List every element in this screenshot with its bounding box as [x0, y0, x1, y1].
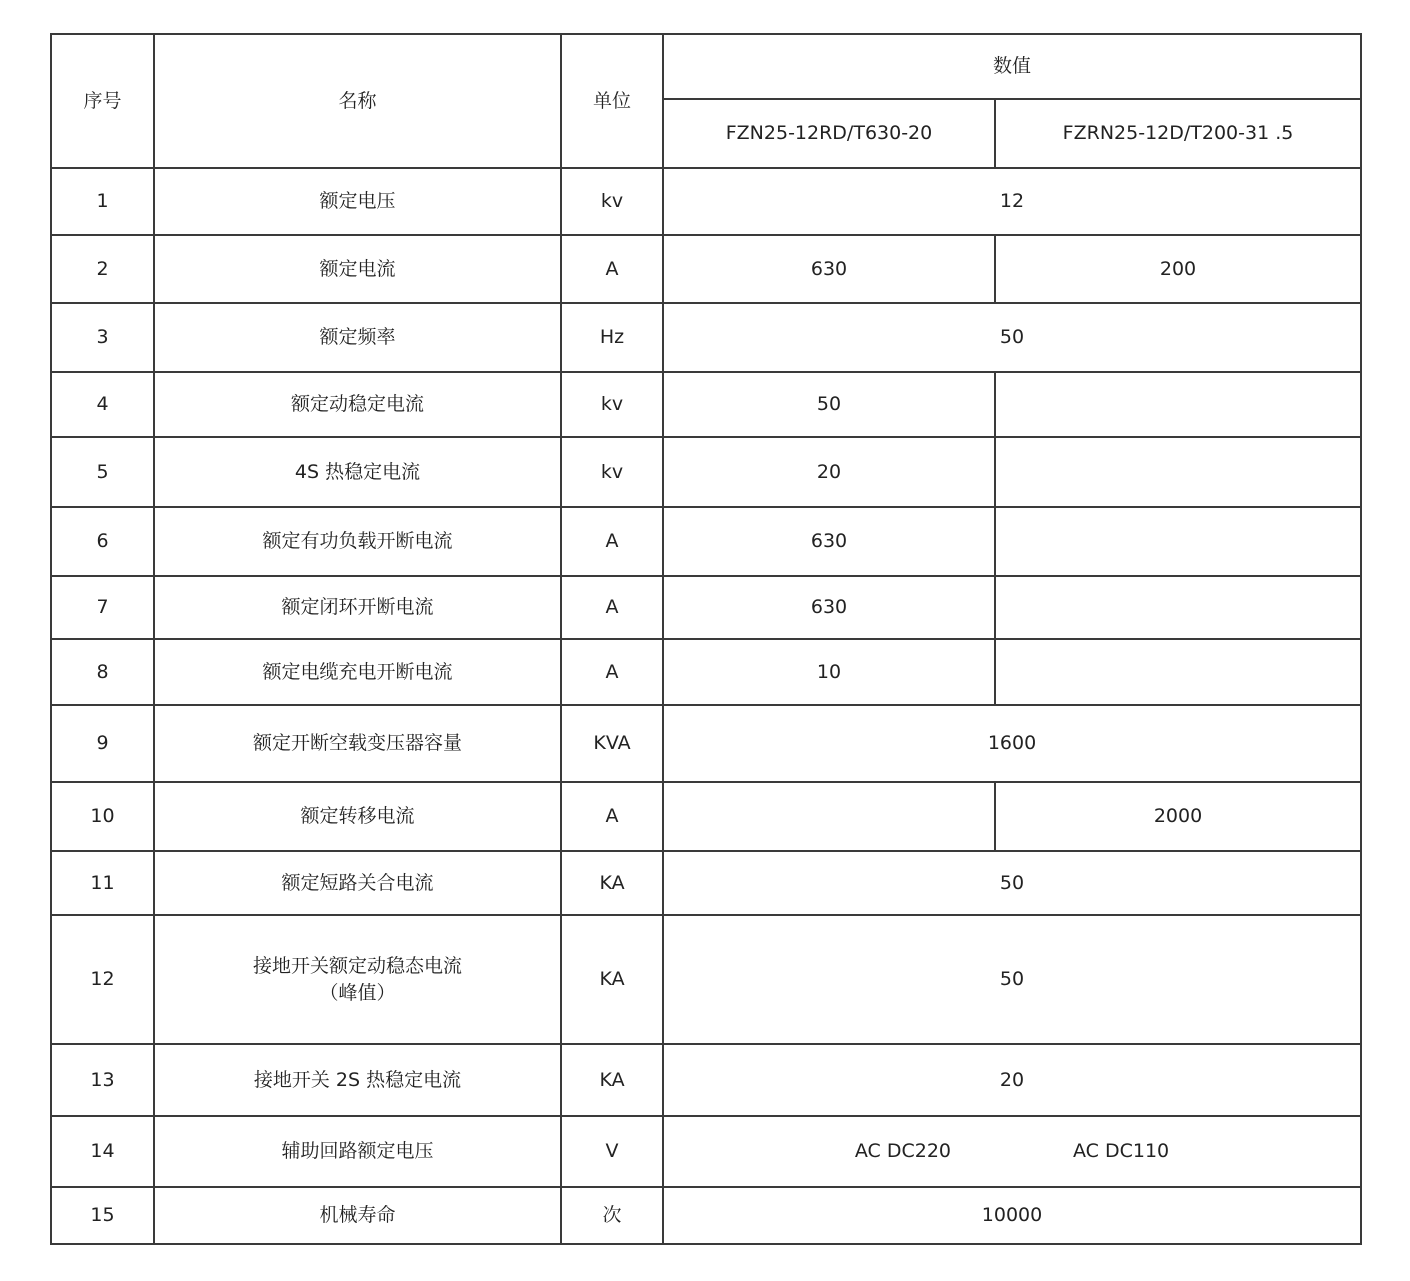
row-index: 10	[51, 782, 154, 851]
row-value: 20	[663, 1044, 1361, 1116]
row-unit: KA	[561, 915, 663, 1044]
row-value: 10000	[663, 1187, 1361, 1244]
row-unit: kv	[561, 168, 663, 235]
row-value-a: 50	[663, 372, 995, 437]
row-name: 额定电流	[154, 235, 561, 303]
row-value: 50	[663, 303, 1361, 372]
header-name: 名称	[154, 34, 561, 168]
header-model-b: FZRN25-12D/T200-31 .5	[995, 99, 1361, 168]
row-index: 9	[51, 705, 154, 782]
row-index: 8	[51, 639, 154, 705]
row-value-a: AC DC220	[854, 1140, 951, 1162]
table-row	[51, 782, 1361, 851]
table-row	[51, 1187, 1361, 1244]
row-index: 2	[51, 235, 154, 303]
row-value-a: 630	[663, 507, 995, 576]
row-name: 额定转移电流	[154, 782, 561, 851]
row-unit: A	[561, 576, 663, 639]
row-value: 12	[663, 168, 1361, 235]
row-index: 1	[51, 168, 154, 235]
row-unit: V	[561, 1116, 663, 1187]
row-unit: KA	[561, 1044, 663, 1116]
table-row	[51, 1116, 1361, 1187]
table-row	[51, 168, 1361, 235]
table-row	[51, 851, 1361, 915]
row-unit: A	[561, 639, 663, 705]
table-row	[51, 915, 1361, 1044]
row-index: 13	[51, 1044, 154, 1116]
row-name: 额定有功负载开断电流	[154, 507, 561, 576]
row-name: 额定电压	[154, 168, 561, 235]
row-unit: A	[561, 782, 663, 851]
row-index: 15	[51, 1187, 154, 1244]
row-value: 50	[663, 915, 1361, 1044]
row-index: 7	[51, 576, 154, 639]
row-unit: kv	[561, 437, 663, 507]
row-value: 50	[663, 851, 1361, 915]
row-value-b	[995, 576, 1361, 639]
row-value-b	[995, 437, 1361, 507]
row-name: 接地开关额定动稳态电流	[252, 954, 462, 977]
spec-table	[50, 33, 1362, 1245]
row-value-b: 200	[995, 235, 1361, 303]
row-name: 4S 热稳定电流	[154, 437, 561, 507]
table-row	[51, 576, 1361, 639]
row-name: 辅助回路额定电压	[154, 1116, 561, 1187]
row-value-a: 630	[663, 235, 995, 303]
row-index: 5	[51, 437, 154, 507]
row-name: 机械寿命	[154, 1187, 561, 1244]
row-value-b: 2000	[995, 782, 1361, 851]
row-value-b	[995, 639, 1361, 705]
row-value-b	[995, 372, 1361, 437]
row-value: 1600	[663, 705, 1361, 782]
row-value-a	[663, 782, 995, 851]
row-value-a: 10	[663, 639, 995, 705]
row-name: 额定闭环开断电流	[154, 576, 561, 639]
row-index: 3	[51, 303, 154, 372]
row-index: 14	[51, 1116, 154, 1187]
row-unit: kv	[561, 372, 663, 437]
row-unit: 次	[561, 1187, 663, 1244]
header-model-a: FZN25-12RD/T630-20	[663, 99, 995, 168]
row-name: 额定频率	[154, 303, 561, 372]
row-name: 额定电缆充电开断电流	[154, 639, 561, 705]
table-row	[51, 437, 1361, 507]
table-row	[51, 1044, 1361, 1116]
row-index: 4	[51, 372, 154, 437]
header-row	[51, 34, 1361, 99]
row-value-b	[995, 507, 1361, 576]
table-row	[51, 235, 1361, 303]
table-row	[51, 372, 1361, 437]
row-name-line2: （峰值）	[319, 981, 396, 1004]
table-row	[51, 705, 1361, 782]
row-unit: KA	[561, 851, 663, 915]
row-unit: Hz	[561, 303, 663, 372]
row-index: 11	[51, 851, 154, 915]
row-name-cell	[154, 915, 561, 1044]
table-row	[51, 507, 1361, 576]
table-row	[51, 639, 1361, 705]
header-value: 数值	[663, 34, 1361, 99]
row-index: 12	[51, 915, 154, 1044]
row-name: 额定短路关合电流	[154, 851, 561, 915]
row-name: 额定动稳定电流	[154, 372, 561, 437]
row-unit: A	[561, 235, 663, 303]
row-value-cell	[663, 1116, 1361, 1187]
header-index: 序号	[51, 34, 154, 168]
row-value-a: 20	[663, 437, 995, 507]
row-value-a: 630	[663, 576, 995, 639]
row-value-b: AC DC110	[1073, 1140, 1170, 1162]
row-value-pair	[664, 1138, 1360, 1165]
row-name: 接地开关 2S 热稳定电流	[154, 1044, 561, 1116]
row-unit: A	[561, 507, 663, 576]
row-index: 6	[51, 507, 154, 576]
row-unit: KVA	[561, 705, 663, 782]
header-unit: 单位	[561, 34, 663, 168]
row-name: 额定开断空载变压器容量	[154, 705, 561, 782]
table-row	[51, 303, 1361, 372]
